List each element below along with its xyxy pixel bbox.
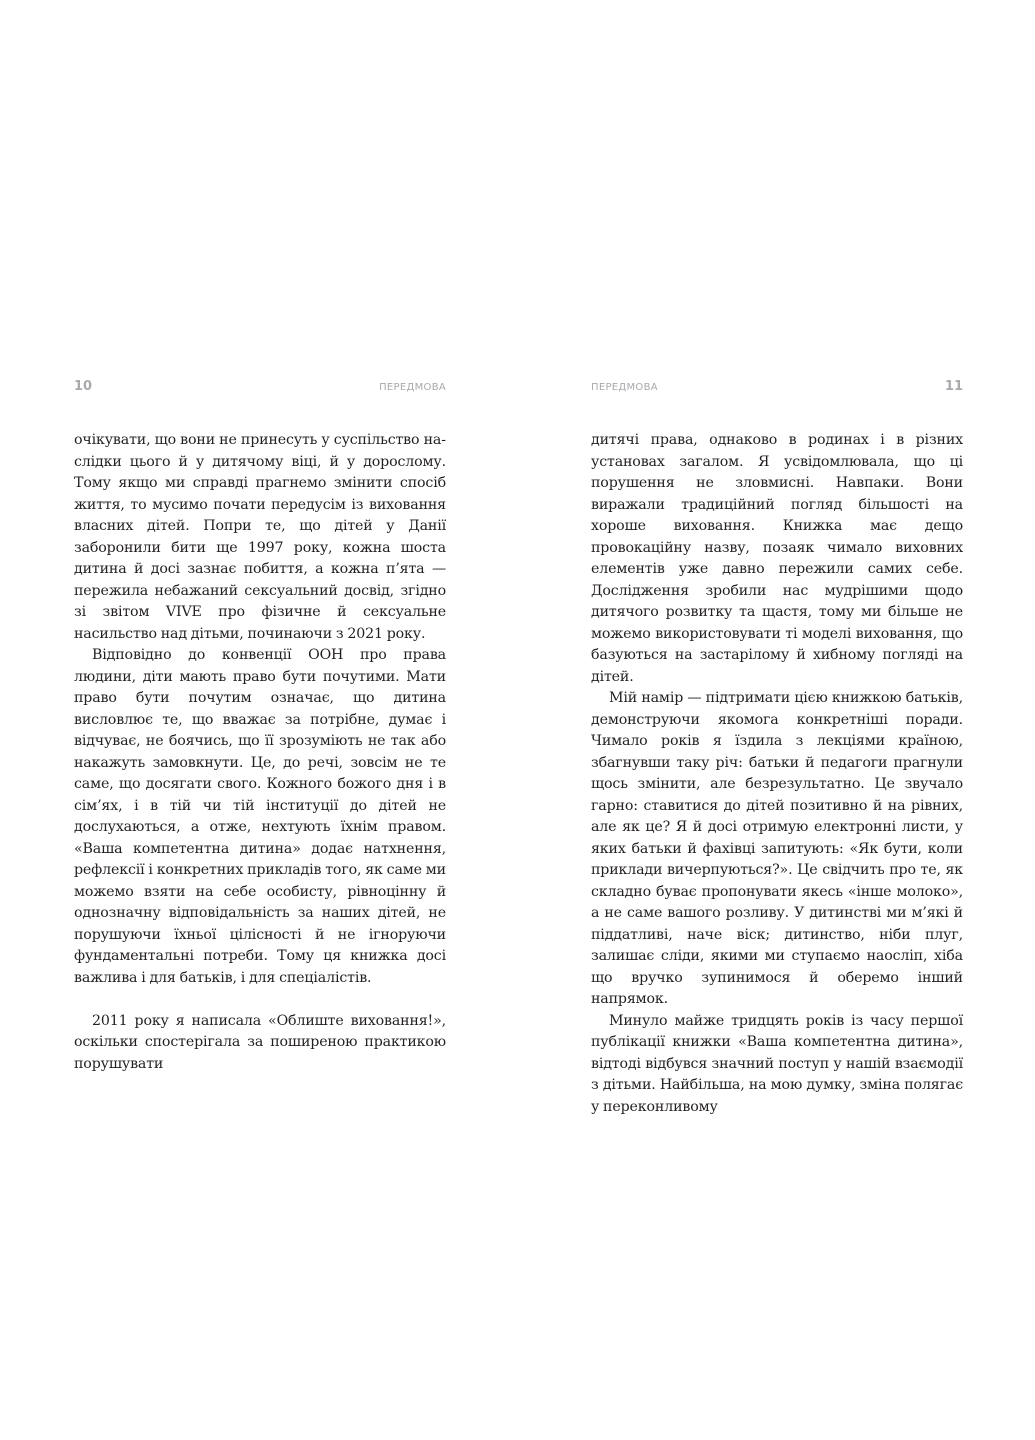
- right-running-head: [591, 378, 963, 396]
- right-body-text: [591, 430, 963, 1118]
- paragraph: дитячі права, однаково в родинах і в різних установах загалом. Я усвідомлювала, що ці порушення не зловмисні. Навпаки. Вони виражали традиційний погляд більшості на хороше виховання. Книжка має дещо провокаційну назву, позаяк чимало виховних елементів уже давно пережили самих себе. Дослідження зробили нас мудрішими щодо дитячого розвитку та щастя, тому ми більше не можемо використовувати ті моделі виховання, що базуються на застарілому й хибному погляді на дітей.: [591, 432, 963, 685]
- left-running-head: [74, 378, 446, 396]
- right-page: [591, 0, 963, 1440]
- left-page: [74, 0, 446, 1440]
- section-title: ПЕРЕДМОВА: [591, 382, 658, 393]
- page-number: 10: [74, 379, 93, 394]
- paragraph: 2011 року я написала «Облиште виховання!», оскільки спостерігала за поширеною практикою порушувати: [74, 1012, 446, 1072]
- left-body-text: [74, 430, 446, 1075]
- paragraph: Минуло майже тридцять років із часу першої публікації книжки «Ваша компетентна дитина», відтоді відбувся значний поступ у нашій взаємодії з дітьми. Найбільша, на мою думку, зміна полягає у переконливому: [591, 1012, 963, 1115]
- section-title: ПЕРЕДМОВА: [379, 382, 446, 393]
- paragraph: Відповідно до конвенції ООН про права людини, діти мають право бути почутими. Мати право бути почутим означає, що дитина висловлює те, що вважає за потрібне, думає і відчуває, не боячись, що її зрозуміють не так або накажуть замовкнути. Це, до речі, зовсім не те саме, що досягати свого. Кожного божого дня і в сім’ях, і в тій чи тій інституції до дітей не дослухаються, а отже, нехтують їхнім правом. «Ваша компетентна дитина» додає натхнення, рефлексії і конкретних прикладів того, як саме ми можемо взяти на себе особисту, рівноцінну й однозначну відповідальність за наших дітей, не порушуючи їхньої цілісності й не ігноруючи фундаментальні потреби. Тому ця книжка досі важлива і для батьків, і для спеціалістів.: [74, 647, 446, 986]
- page-number: 11: [944, 379, 963, 394]
- paragraph: очікувати, що вони не принесуть у суспільство наслідки цього й у дитячому віці, й у дорослому. Тому якщо ми справді прагнемо змінити спосіб життя, то мусимо почати передусім із виховання власних дітей. Попри те, що дітей у Данії заборонили бити ще 1997 року, кожна шоста дитина й досі зазнає побиття, а кожна п’ята — пережила небажаний сексуальний досвід, згідно зі звітом VIVE про фізичне й сексуальне насильство над дітьми, починаючи з 2021 року.: [74, 432, 446, 642]
- paragraph: Мій намір — підтримати цією книжкою батьків, демонструючи якомога конкретніші поради. Чимало років я їздила з лекціями країною, збагнувши таку річ: батьки й педагоги прагнули щось змінити, але безрезультатно. Це звучало гарно: ставитися до дітей позитивно й на рівних, але як це? Я й досі отримую електронні листи, у яких батьки й фахівці запитують: «Як бути, коли приклади вичерпуються?». Це свідчить про те, як складно буває пропонувати якесь «інше молоко», а не саме вашого розливу. У дитинстві ми м’які й піддатливі, наче віск; дитинство, ніби плуг, залишає сліди, якими ми ступаємо наосліп, хіба що вручко зупинимося й оберемо інший напрямок.: [591, 690, 963, 1007]
